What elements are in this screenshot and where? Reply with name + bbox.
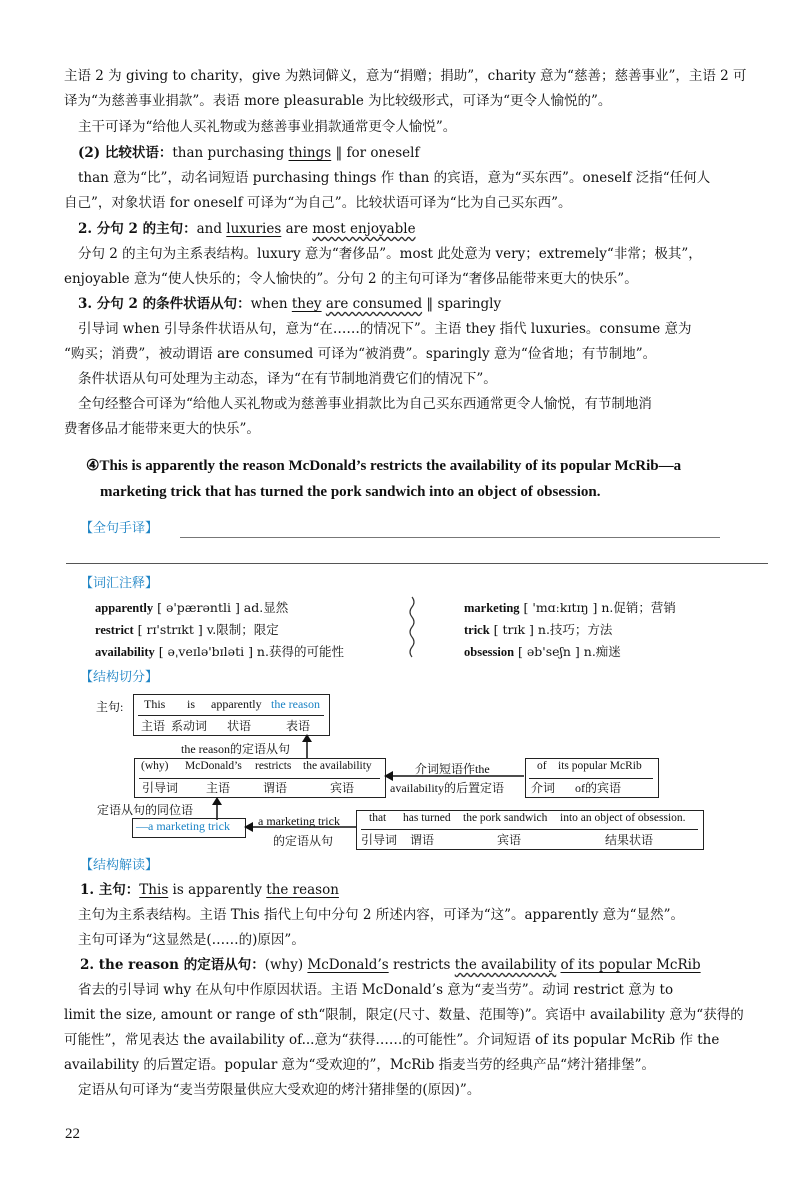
main-word: is	[187, 697, 196, 711]
vocab-divider	[405, 595, 419, 661]
prep-word: its popular McRib	[558, 760, 642, 772]
rel-word: McDonald’s	[185, 760, 242, 772]
main-word-highlight: the reason	[271, 697, 320, 711]
divider	[361, 829, 698, 830]
paragraph: 条件状语从句可处理为主动态，译为“在有节制地消费它们的情况下”。	[78, 371, 497, 387]
paragraph-line: 定语从句可译为“麦当劳限量供应大受欢迎的烤汁猪排堡的(原因)”。	[78, 1082, 481, 1098]
main-role: 状语	[227, 719, 252, 733]
vocab-item: restrict [ rɪ'strɪkt ] v.限制；限定	[95, 622, 279, 637]
section-title-analysis: 【结构解读】	[80, 858, 159, 873]
section-title-translation: 【全句手译】	[80, 521, 159, 536]
paragraph-line: 费奢侈品才能带来更大的快乐”。	[64, 421, 260, 437]
attr-role: 结果状语	[605, 833, 654, 847]
arrow-left	[244, 822, 356, 832]
rel-role: 引导词	[142, 781, 179, 795]
main-word: apparently	[211, 697, 262, 711]
answer-line	[180, 537, 720, 538]
vocab-item: trick [ trɪk ] n.技巧；方法	[464, 622, 613, 637]
section-title-vocab: 【词汇注释】	[80, 576, 159, 591]
paragraph-line: enjoyable 意为“使人快乐的；令人愉快的”。分句 2 的主句可译为“奢侈品能带来更大的快乐”。	[64, 271, 638, 287]
answer-line	[66, 563, 768, 564]
paragraph-line: 主语 2 为 giving to charity，give 为熟词僻义，意为“捐赠；捐助”，charity 意为“慈善；慈善事业”，主语 2 可	[64, 68, 747, 84]
sentence-heading: marketing trick that has turned the pork sandwich into an object of obsession.	[100, 484, 601, 500]
paragraph-line: availability 的后置定语。popular 意为“受欢迎的”，McRib 指麦当劳的经典产品“烤汁猪排堡”。	[64, 1057, 655, 1073]
prep-label: availability的后置定语	[390, 781, 504, 795]
main-role: 主语	[141, 719, 166, 733]
condition-heading: 3. 分句 2 的条件状语从句：when they are consumed ‖ sparingly	[78, 296, 502, 312]
rel-word: the availability	[303, 760, 372, 772]
vocab-item: obsession [ əb'seʃn ] n.痴迷	[464, 644, 621, 659]
paragraph-line: limit the size, amount or range of sth“限制，限定(尺寸、数量、范围等)”。宾语中 availability 意为“获得的	[64, 1007, 744, 1023]
main-role: 系动词	[171, 719, 208, 733]
attr-word: has turned	[403, 812, 451, 824]
paragraph-line: 译为“为慈善事业捐款”。表语 more pleasurable 为比较级形式，可译为“更令人愉悦的”。	[64, 93, 612, 109]
sentence-heading: ④This is apparently the reason McDonald’s restricts the availability of its popular McRib—a	[86, 458, 682, 474]
prep-label: 介词短语作the	[415, 762, 490, 776]
rel-role: 主语	[206, 781, 231, 795]
attr-role: 宾语	[497, 833, 522, 847]
vocab-item: availability [ əˌveɪlə'bɪləti ] n.获得的可能性	[95, 644, 344, 659]
paragraph-line: than 意为“比”，动名词短语 purchasing things 作 than 的宾语，意为“买东西”。oneself 泛指“任何人	[78, 170, 711, 186]
analysis-heading: 1. 主句：This is apparently the reason	[80, 882, 339, 898]
rel-role: 谓语	[263, 781, 288, 795]
rel-word: (why)	[141, 760, 169, 772]
paragraph-line: 引导词 when 引导条件状语从句，意为“在……的情况下”。主语 they 指代 luxuries。consume 意为	[78, 321, 692, 337]
paragraph-line: 分句 2 的主句为主系表结构。luxury 意为“奢侈品”。most 此处意为 very；extremely“非常；极其”，	[78, 246, 702, 262]
relative-clause-label: the reason的定语从句	[181, 742, 290, 756]
attr-role: 谓语	[410, 833, 435, 847]
divider	[138, 715, 324, 716]
paragraph-line: 主句为主系表结构。主语 This 指代上句中分句 2 所述内容，可译为“这”。apparently 意为“显然”。	[78, 907, 684, 923]
prep-role: 介词	[531, 781, 556, 795]
appositive-label: 定语从句的同位语	[97, 803, 194, 817]
analysis-heading: 2. the reason 的定语从句：(why) McDonald’s restricts the availability of its popular McRib	[80, 957, 701, 973]
attr-label: a marketing trick	[258, 814, 340, 828]
vocab-item: marketing [ 'mɑːkɪtɪŋ ] n.促销；营销	[464, 600, 676, 615]
vocab-item: apparently [ ə'pærəntli ] ad.显然	[95, 600, 289, 615]
main-clause-label: 主句:	[96, 700, 124, 714]
clause2-heading: 2. 分句 2 的主句：and luxuries are most enjoyable	[78, 221, 416, 237]
paragraph-line: 全句经整合可译为“给他人买礼物或为慈善事业捐款比为自己买东西通常更令人愉悦，有节制地消	[78, 396, 652, 412]
attr-role: 引导词	[361, 833, 398, 847]
rel-word: restricts	[255, 760, 292, 772]
appositive-word: —a marketing trick	[136, 819, 230, 833]
paragraph: 主干可译为“给他人买礼物或为慈善事业捐款通常更令人愉悦”。	[78, 119, 457, 135]
paragraph-line: 自己”，对象状语 for oneself 可译为“为自己”。比较状语可译为“比为自己买东西”。	[64, 195, 572, 211]
rel-role: 宾语	[330, 781, 355, 795]
arrow-up	[300, 733, 314, 759]
comparison-heading: (2) 比较状语：than purchasing things ‖ for oneself	[78, 145, 420, 161]
section-title-structure: 【结构切分】	[80, 670, 159, 685]
paragraph-line: 省去的引导词 why 在从句中作原因状语。主语 McDonald’s 意为“麦当劳”。动词 restrict 意为 to	[78, 982, 674, 998]
prep-word: of	[537, 760, 547, 772]
attr-word: the pork sandwich	[463, 812, 548, 824]
paragraph-line: 可能性”，常见表达 the availability of...意为“获得……的可能性”。介词短语 of its popular McRib 作 the	[64, 1032, 720, 1048]
attr-word: into an object of obsession.	[560, 812, 686, 824]
paragraph-line: “购买；消费”，被动谓语 are consumed 可译为“被消费”。sparingly 意为“俭省地；有节制地”。	[64, 346, 657, 362]
main-role: 表语	[286, 719, 311, 733]
main-word: This	[144, 697, 166, 711]
attr-word: that	[369, 812, 387, 824]
attr-label: 的定语从句	[273, 834, 334, 848]
prep-role: of的宾语	[575, 781, 621, 795]
arrow-up	[210, 796, 224, 820]
paragraph-line: 主句可译为“这显然是(……的)原因”。	[78, 932, 305, 948]
page-number: 22	[65, 1126, 80, 1142]
